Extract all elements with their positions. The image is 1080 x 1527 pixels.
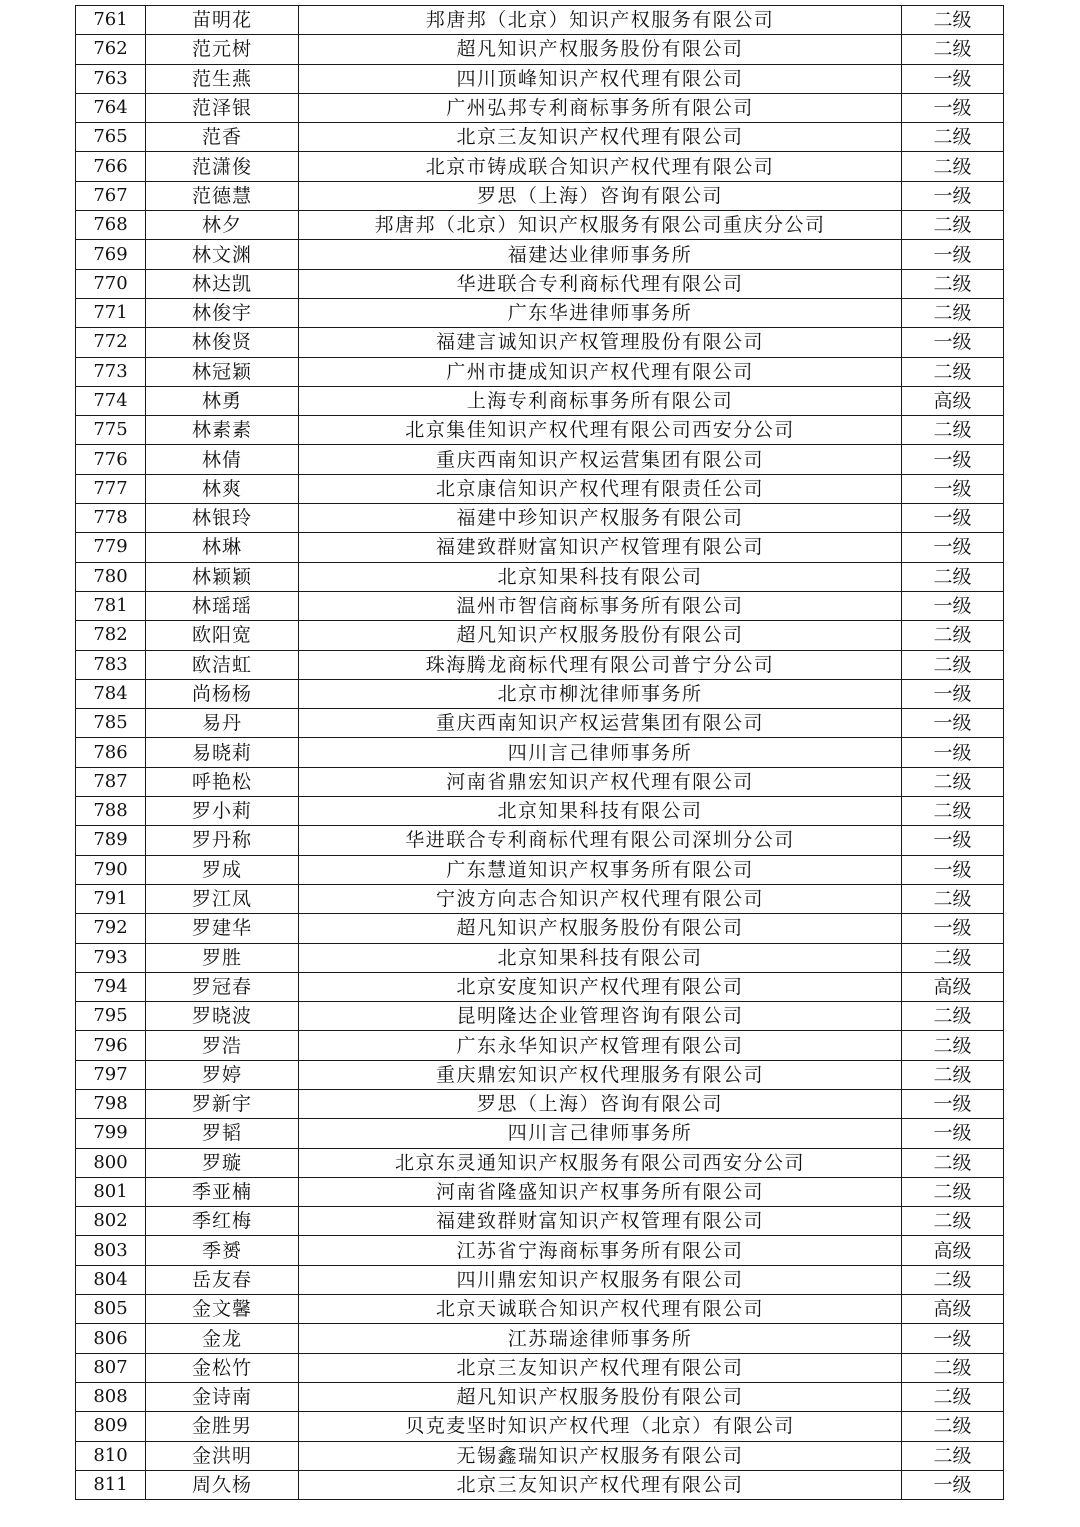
row-number-cell: 803 xyxy=(76,1236,146,1265)
level-cell: 一级 xyxy=(902,591,1004,620)
row-number-cell: 780 xyxy=(76,562,146,591)
row-number-cell: 779 xyxy=(76,533,146,562)
row-number-cell: 793 xyxy=(76,943,146,972)
table-row xyxy=(76,504,1004,533)
level-cell: 二级 xyxy=(902,1207,1004,1236)
level-cell: 一级 xyxy=(902,504,1004,533)
level-cell: 一级 xyxy=(902,1089,1004,1118)
organization-cell: 重庆西南知识产权运营集团有限公司 xyxy=(299,709,902,738)
row-number-cell: 761 xyxy=(76,6,146,35)
organization-cell: 北京三友知识产权代理有限公司 xyxy=(299,123,902,152)
row-number-cell: 764 xyxy=(76,93,146,122)
person-name-cell: 罗建华 xyxy=(146,914,299,943)
person-name-cell: 林勇 xyxy=(146,386,299,415)
person-name-cell: 范元树 xyxy=(146,35,299,64)
level-cell: 二级 xyxy=(902,1177,1004,1206)
row-number-cell: 767 xyxy=(76,181,146,210)
table-row xyxy=(76,181,1004,210)
organization-cell: 河南省鼎宏知识产权代理有限公司 xyxy=(299,767,902,796)
level-cell: 高级 xyxy=(902,1236,1004,1265)
level-cell: 二级 xyxy=(902,357,1004,386)
row-number-cell: 798 xyxy=(76,1089,146,1118)
table-row xyxy=(76,93,1004,122)
table-row xyxy=(76,650,1004,679)
organization-cell: 超凡知识产权服务股份有限公司 xyxy=(299,1382,902,1411)
person-name-cell: 周久杨 xyxy=(146,1470,299,1499)
person-name-cell: 林素素 xyxy=(146,416,299,445)
table-row xyxy=(76,416,1004,445)
row-number-cell: 763 xyxy=(76,64,146,93)
table-row xyxy=(76,1441,1004,1470)
organization-cell: 广州市捷成知识产权代理有限公司 xyxy=(299,357,902,386)
person-name-cell: 欧阳宽 xyxy=(146,621,299,650)
person-name-cell: 季亚楠 xyxy=(146,1177,299,1206)
level-cell: 二级 xyxy=(902,1060,1004,1089)
person-name-cell: 罗胜 xyxy=(146,943,299,972)
person-name-cell: 呼艳松 xyxy=(146,767,299,796)
table-row xyxy=(76,1148,1004,1177)
person-name-cell: 金文馨 xyxy=(146,1295,299,1324)
person-name-cell: 罗韬 xyxy=(146,1119,299,1148)
level-cell: 一级 xyxy=(902,1324,1004,1353)
person-name-cell: 欧洁虹 xyxy=(146,650,299,679)
level-cell: 高级 xyxy=(902,386,1004,415)
level-cell: 一级 xyxy=(902,914,1004,943)
organization-cell: 北京东灵通知识产权服务有限公司西安分公司 xyxy=(299,1148,902,1177)
organization-cell: 北京安度知识产权代理有限公司 xyxy=(299,972,902,1001)
row-number-cell: 788 xyxy=(76,797,146,826)
organization-cell: 上海专利商标事务所有限公司 xyxy=(299,386,902,415)
row-number-cell: 778 xyxy=(76,504,146,533)
person-name-cell: 林瑶瑶 xyxy=(146,591,299,620)
roster-body xyxy=(76,6,1004,1500)
person-name-cell: 季红梅 xyxy=(146,1207,299,1236)
table-row xyxy=(76,357,1004,386)
person-name-cell: 林冠颖 xyxy=(146,357,299,386)
row-number-cell: 776 xyxy=(76,445,146,474)
organization-cell: 华进联合专利商标代理有限公司深圳分公司 xyxy=(299,826,902,855)
level-cell: 二级 xyxy=(902,1148,1004,1177)
row-number-cell: 785 xyxy=(76,709,146,738)
organization-cell: 昆明隆达企业管理咨询有限公司 xyxy=(299,1002,902,1031)
person-name-cell: 林琳 xyxy=(146,533,299,562)
row-number-cell: 806 xyxy=(76,1324,146,1353)
organization-cell: 福建达业律师事务所 xyxy=(299,240,902,269)
table-row xyxy=(76,1265,1004,1294)
organization-cell: 华进联合专利商标代理有限公司 xyxy=(299,269,902,298)
organization-cell: 邦唐邦（北京）知识产权服务有限公司 xyxy=(299,6,902,35)
table-row xyxy=(76,240,1004,269)
organization-cell: 超凡知识产权服务股份有限公司 xyxy=(299,914,902,943)
level-cell: 一级 xyxy=(902,709,1004,738)
level-cell: 二级 xyxy=(902,1265,1004,1294)
row-number-cell: 766 xyxy=(76,152,146,181)
organization-cell: 河南省隆盛知识产权事务所有限公司 xyxy=(299,1177,902,1206)
row-number-cell: 783 xyxy=(76,650,146,679)
table-row xyxy=(76,1207,1004,1236)
person-name-cell: 尚杨杨 xyxy=(146,679,299,708)
level-cell: 二级 xyxy=(902,123,1004,152)
organization-cell: 四川言己律师事务所 xyxy=(299,738,902,767)
row-number-cell: 800 xyxy=(76,1148,146,1177)
organization-cell: 重庆鼎宏知识产权代理服务有限公司 xyxy=(299,1060,902,1089)
table-row xyxy=(76,562,1004,591)
table-row xyxy=(76,298,1004,327)
organization-cell: 北京三友知识产权代理有限公司 xyxy=(299,1470,902,1499)
person-name-cell: 范生燕 xyxy=(146,64,299,93)
person-name-cell: 罗冠春 xyxy=(146,972,299,1001)
person-name-cell: 金胜男 xyxy=(146,1412,299,1441)
organization-cell: 重庆西南知识产权运营集团有限公司 xyxy=(299,445,902,474)
table-row xyxy=(76,855,1004,884)
row-number-cell: 769 xyxy=(76,240,146,269)
row-number-cell: 792 xyxy=(76,914,146,943)
person-name-cell: 金诗南 xyxy=(146,1382,299,1411)
table-row xyxy=(76,64,1004,93)
person-name-cell: 林倩 xyxy=(146,445,299,474)
table-row xyxy=(76,35,1004,64)
table-row xyxy=(76,591,1004,620)
table-row xyxy=(76,533,1004,562)
table-row xyxy=(76,972,1004,1001)
level-cell: 一级 xyxy=(902,1470,1004,1499)
level-cell: 二级 xyxy=(902,1441,1004,1470)
organization-cell: 北京知果科技有限公司 xyxy=(299,797,902,826)
level-cell: 一级 xyxy=(902,1119,1004,1148)
organization-cell: 北京天诚联合知识产权代理有限公司 xyxy=(299,1295,902,1324)
row-number-cell: 781 xyxy=(76,591,146,620)
level-cell: 二级 xyxy=(902,1353,1004,1382)
table-row xyxy=(76,328,1004,357)
row-number-cell: 799 xyxy=(76,1119,146,1148)
row-number-cell: 775 xyxy=(76,416,146,445)
organization-cell: 江苏省宁海商标事务所有限公司 xyxy=(299,1236,902,1265)
organization-cell: 广东华进律师事务所 xyxy=(299,298,902,327)
level-cell: 一级 xyxy=(902,445,1004,474)
organization-cell: 邦唐邦（北京）知识产权服务有限公司重庆分公司 xyxy=(299,211,902,240)
row-number-cell: 795 xyxy=(76,1002,146,1031)
row-number-cell: 796 xyxy=(76,1031,146,1060)
row-number-cell: 770 xyxy=(76,269,146,298)
row-number-cell: 810 xyxy=(76,1441,146,1470)
table-row xyxy=(76,709,1004,738)
organization-cell: 北京市柳沈律师事务所 xyxy=(299,679,902,708)
organization-cell: 北京集佳知识产权代理有限公司西安分公司 xyxy=(299,416,902,445)
table-row xyxy=(76,884,1004,913)
organization-cell: 广州弘邦专利商标事务所有限公司 xyxy=(299,93,902,122)
table-row xyxy=(76,123,1004,152)
person-name-cell: 岳友春 xyxy=(146,1265,299,1294)
level-cell: 一级 xyxy=(902,738,1004,767)
level-cell: 一级 xyxy=(902,533,1004,562)
organization-cell: 北京知果科技有限公司 xyxy=(299,562,902,591)
level-cell: 二级 xyxy=(902,35,1004,64)
level-cell: 高级 xyxy=(902,1295,1004,1324)
level-cell: 高级 xyxy=(902,972,1004,1001)
organization-cell: 超凡知识产权服务股份有限公司 xyxy=(299,35,902,64)
table-row xyxy=(76,1031,1004,1060)
row-number-cell: 784 xyxy=(76,679,146,708)
row-number-cell: 762 xyxy=(76,35,146,64)
level-cell: 二级 xyxy=(902,298,1004,327)
person-name-cell: 易丹 xyxy=(146,709,299,738)
organization-cell: 福建言诚知识产权管理股份有限公司 xyxy=(299,328,902,357)
table-row xyxy=(76,1324,1004,1353)
level-cell: 一级 xyxy=(902,474,1004,503)
table-row xyxy=(76,767,1004,796)
level-cell: 二级 xyxy=(902,269,1004,298)
person-name-cell: 范泽银 xyxy=(146,93,299,122)
organization-cell: 珠海腾龙商标代理有限公司普宁分公司 xyxy=(299,650,902,679)
person-name-cell: 林爽 xyxy=(146,474,299,503)
level-cell: 一级 xyxy=(902,64,1004,93)
row-number-cell: 804 xyxy=(76,1265,146,1294)
organization-cell: 福建致群财富知识产权管理有限公司 xyxy=(299,1207,902,1236)
organization-cell: 北京知果科技有限公司 xyxy=(299,943,902,972)
table-row xyxy=(76,152,1004,181)
organization-cell: 江苏瑞途律师事务所 xyxy=(299,1324,902,1353)
organization-cell: 四川鼎宏知识产权服务有限公司 xyxy=(299,1265,902,1294)
roster-table xyxy=(75,5,1004,1500)
level-cell: 二级 xyxy=(902,1002,1004,1031)
person-name-cell: 林夕 xyxy=(146,211,299,240)
organization-cell: 罗思（上海）咨询有限公司 xyxy=(299,1089,902,1118)
table-row xyxy=(76,1177,1004,1206)
row-number-cell: 797 xyxy=(76,1060,146,1089)
person-name-cell: 罗新宇 xyxy=(146,1089,299,1118)
table-row xyxy=(76,797,1004,826)
level-cell: 二级 xyxy=(902,943,1004,972)
row-number-cell: 786 xyxy=(76,738,146,767)
level-cell: 一级 xyxy=(902,855,1004,884)
organization-cell: 四川言己律师事务所 xyxy=(299,1119,902,1148)
row-number-cell: 807 xyxy=(76,1353,146,1382)
row-number-cell: 809 xyxy=(76,1412,146,1441)
table-row xyxy=(76,1353,1004,1382)
person-name-cell: 林颖颖 xyxy=(146,562,299,591)
table-row xyxy=(76,738,1004,767)
level-cell: 二级 xyxy=(902,6,1004,35)
table-row xyxy=(76,1119,1004,1148)
person-name-cell: 罗丹称 xyxy=(146,826,299,855)
organization-cell: 北京三友知识产权代理有限公司 xyxy=(299,1353,902,1382)
person-name-cell: 易晓莉 xyxy=(146,738,299,767)
table-row xyxy=(76,826,1004,855)
table-row xyxy=(76,1236,1004,1265)
level-cell: 二级 xyxy=(902,621,1004,650)
level-cell: 二级 xyxy=(902,562,1004,591)
level-cell: 二级 xyxy=(902,152,1004,181)
level-cell: 二级 xyxy=(902,797,1004,826)
level-cell: 二级 xyxy=(902,650,1004,679)
person-name-cell: 林达凯 xyxy=(146,269,299,298)
level-cell: 二级 xyxy=(902,1412,1004,1441)
table-row xyxy=(76,679,1004,708)
person-name-cell: 范德慧 xyxy=(146,181,299,210)
person-name-cell: 罗晓波 xyxy=(146,1002,299,1031)
person-name-cell: 罗璇 xyxy=(146,1148,299,1177)
table-row xyxy=(76,211,1004,240)
level-cell: 一级 xyxy=(902,328,1004,357)
table-row xyxy=(76,943,1004,972)
table-row xyxy=(76,1002,1004,1031)
person-name-cell: 罗小莉 xyxy=(146,797,299,826)
person-name-cell: 罗成 xyxy=(146,855,299,884)
table-row xyxy=(76,6,1004,35)
organization-cell: 四川顶峰知识产权代理有限公司 xyxy=(299,64,902,93)
table-row xyxy=(76,269,1004,298)
level-cell: 二级 xyxy=(902,884,1004,913)
organization-cell: 广东永华知识产权管理有限公司 xyxy=(299,1031,902,1060)
row-number-cell: 782 xyxy=(76,621,146,650)
organization-cell: 北京市铸成联合知识产权代理有限公司 xyxy=(299,152,902,181)
organization-cell: 贝克麦坚时知识产权代理（北京）有限公司 xyxy=(299,1412,902,1441)
person-name-cell: 金松竹 xyxy=(146,1353,299,1382)
organization-cell: 无锡鑫瑞知识产权服务有限公司 xyxy=(299,1441,902,1470)
organization-cell: 温州市智信商标事务所有限公司 xyxy=(299,591,902,620)
person-name-cell: 季赟 xyxy=(146,1236,299,1265)
table-row xyxy=(76,1060,1004,1089)
row-number-cell: 765 xyxy=(76,123,146,152)
organization-cell: 广东慧道知识产权事务所有限公司 xyxy=(299,855,902,884)
person-name-cell: 罗浩 xyxy=(146,1031,299,1060)
row-number-cell: 771 xyxy=(76,298,146,327)
organization-cell: 福建致群财富知识产权管理有限公司 xyxy=(299,533,902,562)
organization-cell: 宁波方向志合知识产权代理有限公司 xyxy=(299,884,902,913)
level-cell: 二级 xyxy=(902,767,1004,796)
level-cell: 一级 xyxy=(902,181,1004,210)
row-number-cell: 773 xyxy=(76,357,146,386)
table-row xyxy=(76,474,1004,503)
person-name-cell: 林文渊 xyxy=(146,240,299,269)
person-name-cell: 林俊贤 xyxy=(146,328,299,357)
level-cell: 二级 xyxy=(902,1382,1004,1411)
row-number-cell: 772 xyxy=(76,328,146,357)
table-row xyxy=(76,386,1004,415)
row-number-cell: 774 xyxy=(76,386,146,415)
person-name-cell: 范香 xyxy=(146,123,299,152)
person-name-cell: 苗明花 xyxy=(146,6,299,35)
level-cell: 一级 xyxy=(902,826,1004,855)
organization-cell: 福建中珍知识产权服务有限公司 xyxy=(299,504,902,533)
row-number-cell: 802 xyxy=(76,1207,146,1236)
row-number-cell: 791 xyxy=(76,884,146,913)
row-number-cell: 789 xyxy=(76,826,146,855)
table-row xyxy=(76,445,1004,474)
table-row xyxy=(76,1295,1004,1324)
table-row xyxy=(76,914,1004,943)
level-cell: 二级 xyxy=(902,1031,1004,1060)
organization-cell: 北京康信知识产权代理有限责任公司 xyxy=(299,474,902,503)
level-cell: 一级 xyxy=(902,679,1004,708)
level-cell: 二级 xyxy=(902,416,1004,445)
table-row xyxy=(76,1470,1004,1499)
table-row xyxy=(76,621,1004,650)
row-number-cell: 777 xyxy=(76,474,146,503)
level-cell: 一级 xyxy=(902,240,1004,269)
row-number-cell: 801 xyxy=(76,1177,146,1206)
organization-cell: 超凡知识产权服务股份有限公司 xyxy=(299,621,902,650)
row-number-cell: 787 xyxy=(76,767,146,796)
person-name-cell: 金龙 xyxy=(146,1324,299,1353)
row-number-cell: 811 xyxy=(76,1470,146,1499)
person-name-cell: 范潇俊 xyxy=(146,152,299,181)
table-row xyxy=(76,1089,1004,1118)
organization-cell: 罗思（上海）咨询有限公司 xyxy=(299,181,902,210)
person-name-cell: 林俊宇 xyxy=(146,298,299,327)
row-number-cell: 808 xyxy=(76,1382,146,1411)
person-name-cell: 罗婷 xyxy=(146,1060,299,1089)
table-row xyxy=(76,1382,1004,1411)
table-row xyxy=(76,1412,1004,1441)
row-number-cell: 790 xyxy=(76,855,146,884)
person-name-cell: 金洪明 xyxy=(146,1441,299,1470)
row-number-cell: 768 xyxy=(76,211,146,240)
person-name-cell: 林银玲 xyxy=(146,504,299,533)
person-name-cell: 罗江凤 xyxy=(146,884,299,913)
level-cell: 二级 xyxy=(902,211,1004,240)
row-number-cell: 794 xyxy=(76,972,146,1001)
row-number-cell: 805 xyxy=(76,1295,146,1324)
level-cell: 一级 xyxy=(902,93,1004,122)
